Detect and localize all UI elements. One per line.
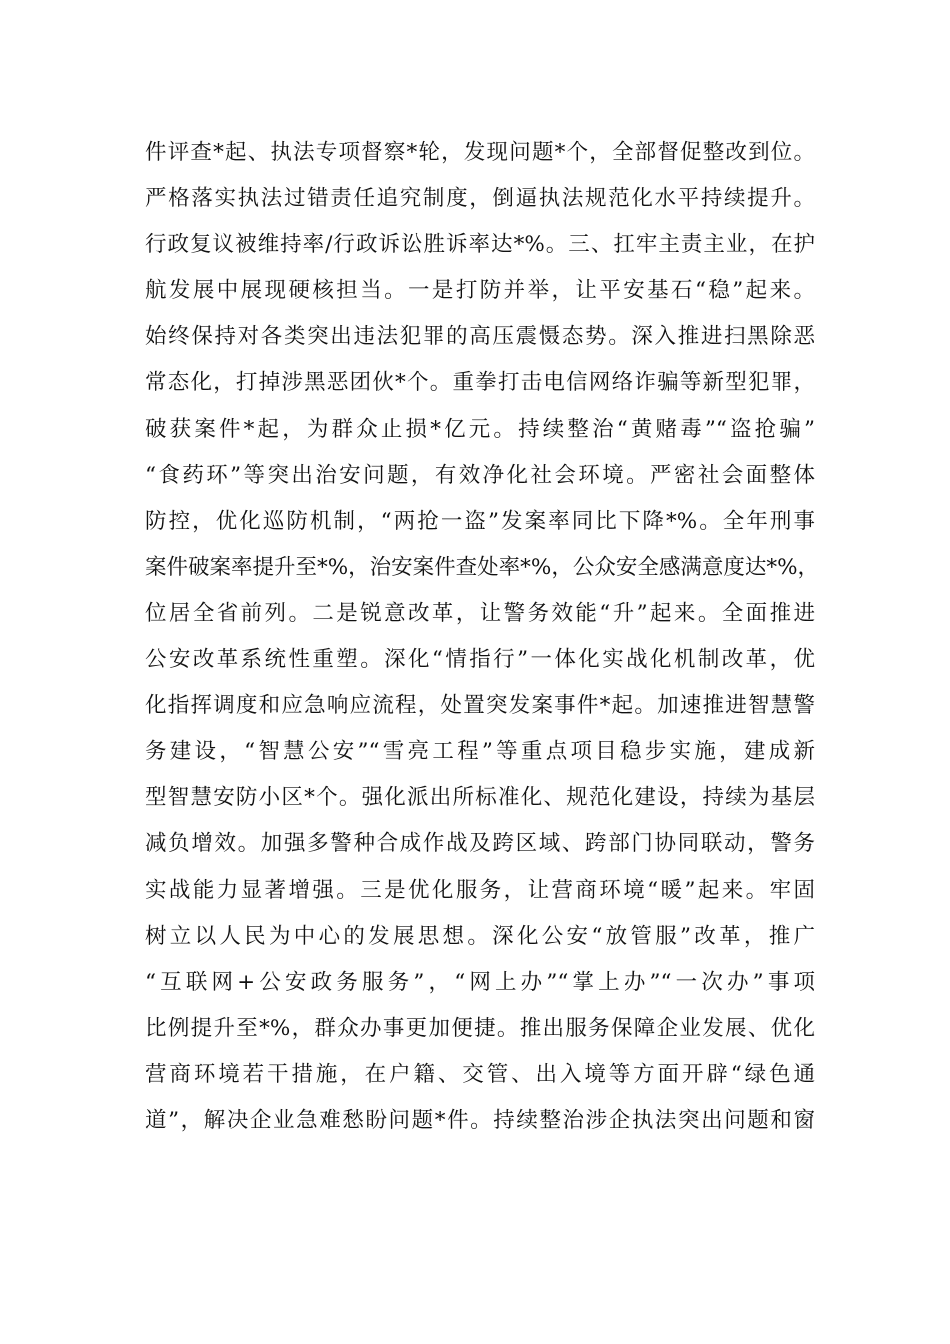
text-line: 件评查*起、执法专项督察*轮，发现问题*个，全部督促整改到位。 [145, 140, 815, 165]
text-line: 常态化，打掉涉黑恶团伙*个。重拳打击电信网络诈骗等新型犯罪， [145, 370, 815, 396]
text-line: 公安改革系统性重塑。深化“情指行”一体化实战化机制改革，优 [145, 647, 815, 673]
text-line: 化指挥调度和应急响应流程，处置突发案事件*起。加速推进智慧警 [145, 693, 815, 719]
text-line: 务建设，“智慧公安”“雪亮工程”等重点项目稳步实施，建成新 [145, 739, 815, 765]
text-line: 实战能力显著增强。三是优化服务，让营商环境“暖”起来。牢固 [145, 877, 815, 903]
text-line: 严格落实执法过错责任追究制度，倒逼执法规范化水平持续提升。 [145, 186, 815, 212]
text-line: 始终保持对各类突出违法犯罪的高压震慑态势。深入推进扫黑除恶 [145, 324, 815, 350]
text-line: 型智慧安防小区*个。强化派出所标准化、规范化建设，持续为基层 [145, 785, 815, 811]
text-line: 道”，解决企业急难愁盼问题*件。持续整治涉企执法突出问题和窗 [145, 1107, 815, 1133]
text-line: 案件破案率提升至*%，治安案件查处率*%，公众安全感满意度达*%， [145, 554, 820, 580]
body-text [145, 133, 820, 1147]
text-line: 比例提升至*%，群众办事更加便捷。推出服务保障企业发展、优化 [145, 1015, 815, 1041]
text-line: 航发展中展现硬核担当。一是打防并举，让平安基石“稳”起来。 [145, 278, 815, 304]
text-line: 营商环境若干措施，在户籍、交管、出入境等方面开辟“绿色通 [145, 1061, 815, 1087]
text-line: 位居全省前列。二是锐意改革，让警务效能“升”起来。全面推进 [145, 600, 815, 626]
text-line: 破获案件*起，为群众止损*亿元。持续整治“黄赌毒”“盗抢骗” [145, 416, 815, 442]
text-line: “互联网+公安政务服务”，“网上办”“掌上办”“一次办”事项 [145, 969, 815, 995]
text-line: “食药环”等突出治安问题，有效净化社会环境。严密社会面整体 [145, 462, 815, 488]
text-line: 防控，优化巡防机制，“两抢一盗”发案率同比下降*%。全年刑事 [145, 508, 815, 534]
text-line: 行政复议被维持率/行政诉讼胜诉率达*%。三、扛牢主责主业，在护 [145, 232, 815, 258]
text-line: 树立以人民为中心的发展思想。深化公安“放管服”改革，推广 [145, 923, 815, 949]
text-line: 减负增效。加强多警种合成作战及跨区域、跨部门协同联动，警务 [145, 831, 815, 857]
